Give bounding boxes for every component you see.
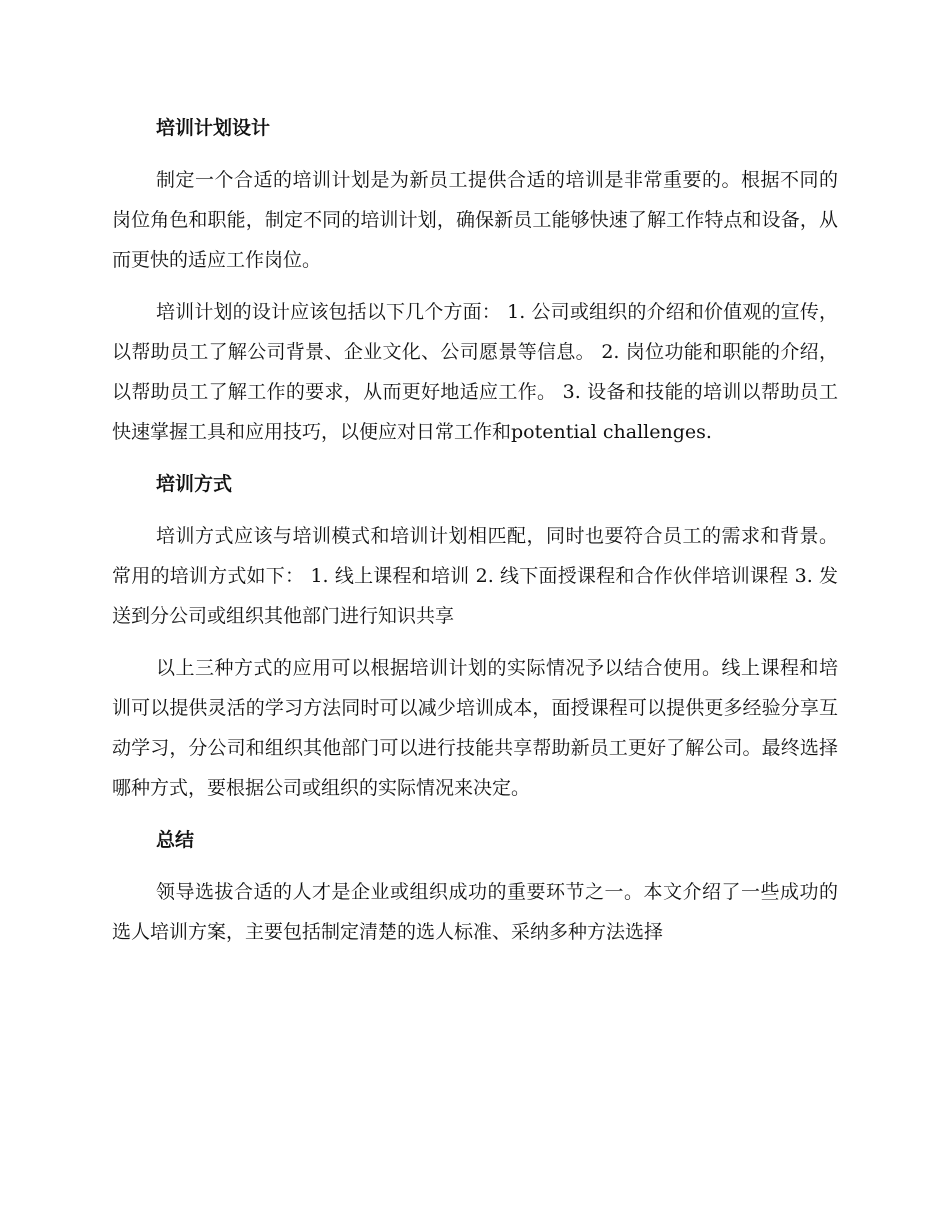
document-body <box>112 108 838 952</box>
section-summary <box>112 820 838 952</box>
paragraph: 以上三种方式的应用可以根据培训计划的实际情况予以结合使用。线上课程和培训可以提供灵活的学习方法同时可以减少培训成本，面授课程可以提供更多经验分享互动学习，分公司和组织其他部门可以进行技能共享帮助新员工更好了解公司。最终选择哪种方式，要根据公司或组织的实际情况来决定。 <box>112 657 838 799</box>
paragraph: 领导选拔合适的人才是企业或组织成功的重要环节之一。本文介绍了一些成功的选人培训方案，主要包括制定清楚的选人标准、采纳多种方法选择 <box>112 881 838 943</box>
section-heading: 培训计划设计 <box>156 117 271 139</box>
paragraph: 培训计划的设计应该包括以下几个方面： 1. 公司或组织的介绍和价值观的宣传，以帮助员工了解公司背景、企业文化、公司愿景等信息。 2. 岗位功能和职能的介绍，以帮助员工了解工作的要求，从而更好地适应工作。 3. 设备和技能的培训以帮助员工快速掌握工具和应用技巧，以便应对日常工作和potential challenges. <box>112 301 838 443</box>
section-training-methods <box>112 464 838 808</box>
section-heading: 总结 <box>156 829 195 851</box>
section-training-plan-design <box>112 108 838 452</box>
paragraph: 培训方式应该与培训模式和培训计划相匹配，同时也要符合员工的需求和背景。常用的培训方式如下： 1. 线上课程和培训 2. 线下面授课程和合作伙伴培训课程 3. 发送到分公司或组织其他部门进行知识共享 <box>112 525 838 627</box>
paragraph: 制定一个合适的培训计划是为新员工提供合适的培训是非常重要的。根据不同的岗位角色和职能，制定不同的培训计划，确保新员工能够快速了解工作特点和设备，从而更快的适应工作岗位。 <box>112 169 838 271</box>
section-heading: 培训方式 <box>156 473 233 495</box>
